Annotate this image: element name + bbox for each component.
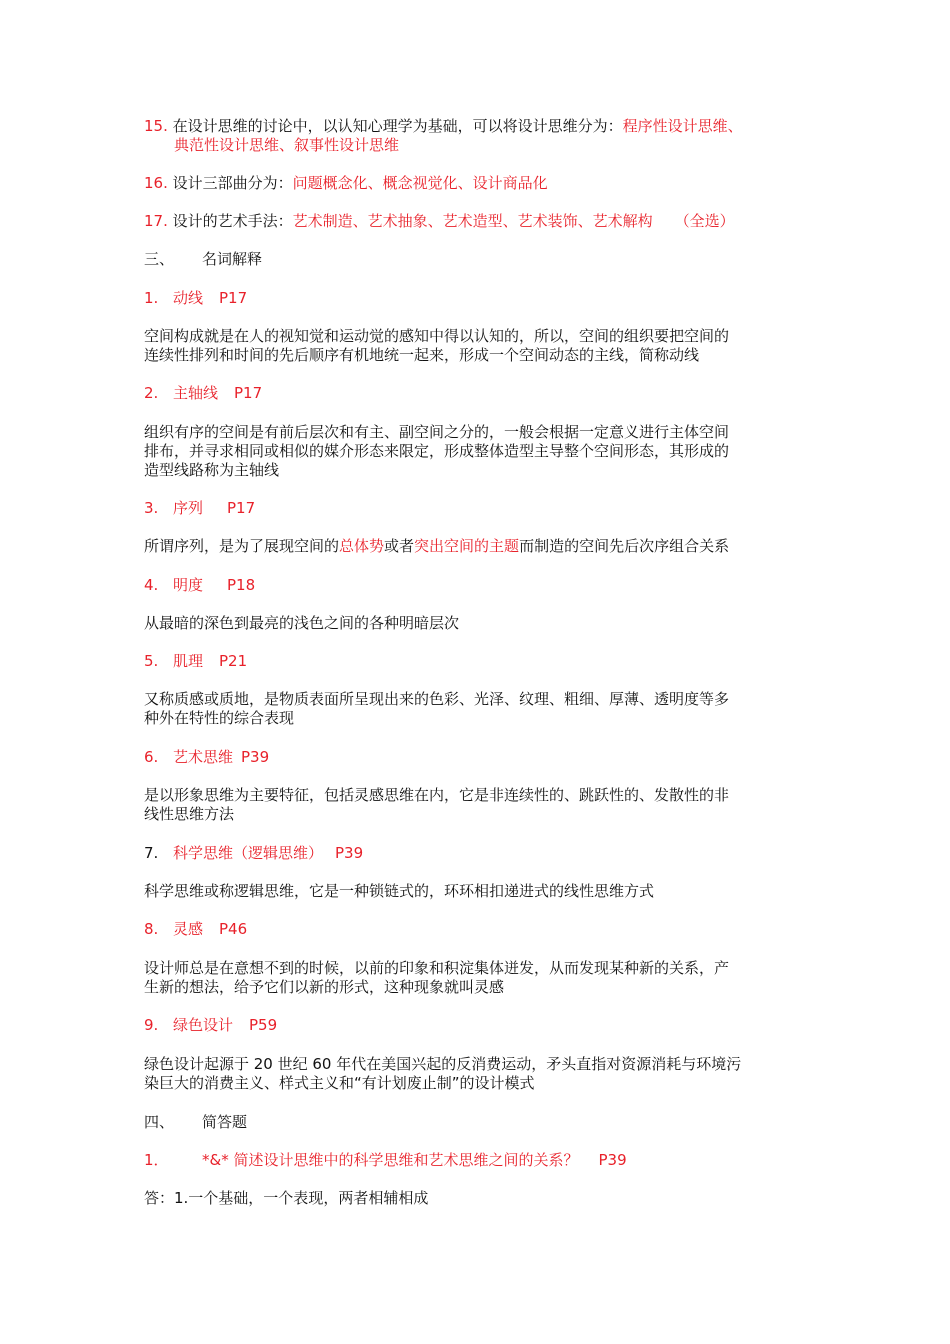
term-page-ref: P18	[227, 576, 256, 594]
section-number: 三、	[144, 250, 175, 268]
term-number: 3.	[144, 499, 159, 517]
term-definition-line: 组织有序的空间是有前后层次和有主、副空间之分的，一般会根据一定意义进行主体空间	[144, 423, 730, 441]
term-definition-line: 设计师总是在意想不到的时候，以前的印象和积淀集体迸发，从而发现某种新的关系，产	[144, 959, 730, 977]
term-title: 肌理	[173, 652, 204, 670]
item-text: 设计三部曲分为：	[172, 174, 293, 192]
term-heading-5	[144, 652, 247, 671]
term-definition-line	[144, 537, 729, 556]
term-page-ref: P39	[335, 844, 364, 862]
term-heading-2	[144, 384, 262, 403]
term-definition-line: 连续性排列和时间的先后顺序有机地统一起来，形成一个空间动态的主线，简称动线	[144, 346, 700, 364]
term-definition-line: 线性思维方法	[144, 805, 235, 823]
term-number: 9.	[144, 1016, 159, 1034]
term-definition-line: 是以形象思维为主要特征，包括灵感思维在内，它是非连续性的、跳跃性的、发散性的非	[144, 786, 730, 804]
term-page-ref: P17	[227, 499, 256, 517]
term-page-ref: P39	[241, 748, 270, 766]
term-number: 5.	[144, 652, 159, 670]
item-note: （全选）	[674, 212, 735, 230]
term-title: 绿色设计	[173, 1016, 234, 1034]
term-heading-8	[144, 920, 247, 939]
term-heading-9	[144, 1016, 277, 1035]
term-definition-line: 科学思维或称逻辑思维，它是一种锁链式的，环环相扣递进式的线性思维方式	[144, 882, 655, 900]
term-page-ref: P21	[219, 652, 248, 670]
term-page-ref: P17	[219, 289, 248, 307]
section-heading-3	[144, 250, 262, 269]
section-number: 四、	[144, 1113, 175, 1131]
def-text: 所谓序列，是为了展现空间的	[144, 537, 340, 555]
def-highlight: 突出空间的主题	[414, 537, 520, 555]
term-title: 灵感	[173, 920, 204, 938]
question-page-ref: P39	[598, 1151, 627, 1169]
question-mark: *&*	[202, 1151, 229, 1169]
term-number: 7.	[144, 844, 159, 862]
item-answer: 艺术制造、艺术抽象、艺术造型、艺术装饰、艺术解构	[292, 212, 653, 230]
term-title: 明度	[173, 576, 204, 594]
term-definition-line: 染巨大的消费主义、样式主义和“有计划废止制”的设计模式	[144, 1074, 535, 1092]
term-title: 主轴线	[173, 384, 219, 402]
term-definition-line: 绿色设计起源于 20 世纪 60 年代在美国兴起的反消费运动，矛头直指对资源消耗与环境污	[144, 1055, 742, 1073]
term-definition-line: 排布，并寻求相同或相似的媒介形态来限定，形成整体造型主导整个空间形态，其形成的	[144, 442, 730, 460]
term-definition-line: 种外在特性的综合表现	[144, 709, 295, 727]
answer-line: 答：1.一个基础，一个表现，两者相辅相成	[144, 1189, 429, 1207]
section-title: 名词解释	[202, 250, 263, 268]
term-heading-1	[144, 289, 247, 308]
term-number: 2.	[144, 384, 159, 402]
term-heading-7	[144, 844, 363, 863]
term-heading-6	[144, 748, 269, 767]
item-text: 设计的艺术手法：	[172, 212, 293, 230]
term-definition-line: 空间构成就是在人的视知觉和运动觉的感知中得以认知的，所以，空间的组织要把空间的	[144, 327, 730, 345]
item-answer: 程序性设计思维、	[622, 117, 743, 135]
term-title: 动线	[173, 289, 204, 307]
item-number: 16.	[144, 174, 168, 192]
term-title: 科学思维（逻辑思维）	[173, 844, 324, 862]
item-number: 17.	[144, 212, 168, 230]
fill-item-17	[144, 212, 735, 231]
term-title: 序列	[173, 499, 204, 517]
question-1	[144, 1151, 627, 1170]
def-highlight: 总体势	[339, 537, 385, 555]
section-heading-4	[144, 1113, 247, 1132]
term-number: 6.	[144, 748, 159, 766]
fill-item-16	[144, 174, 548, 193]
item-text: 在设计思维的讨论中，以认知心理学为基础，可以将设计思维分为：	[172, 117, 623, 135]
item-answer-continued: 典范性设计思维、叙事性设计思维	[174, 136, 400, 154]
term-definition-line: 又称质感或质地，是物质表面所呈现出来的色彩、光泽、纹理、粗细、厚薄、透明度等多	[144, 690, 730, 708]
item-number: 15.	[144, 117, 168, 135]
term-number: 8.	[144, 920, 159, 938]
fill-item-15	[144, 117, 743, 136]
term-title: 艺术思维	[173, 748, 234, 766]
def-text: 而制造的空间先后次序组合关系	[519, 537, 730, 555]
term-heading-3	[144, 499, 255, 518]
term-page-ref: P17	[234, 384, 263, 402]
item-answer: 问题概念化、概念视觉化、设计商品化	[292, 174, 548, 192]
question-number: 1．	[144, 1151, 169, 1169]
term-definition-line: 造型线路称为主轴线	[144, 461, 280, 479]
term-number: 1.	[144, 289, 159, 307]
term-page-ref: P59	[249, 1016, 278, 1034]
def-text: 或者	[384, 537, 415, 555]
term-number: 4.	[144, 576, 159, 594]
term-definition-line: 从最暗的深色到最亮的浅色之间的各种明暗层次	[144, 614, 460, 632]
section-title: 简答题	[202, 1113, 248, 1131]
question-text: 简述设计思维中的科学思维和艺术思维之间的关系？	[233, 1151, 579, 1169]
term-heading-4	[144, 576, 255, 595]
term-definition-line: 生新的想法，给予它们以新的形式，这种现象就叫灵感	[144, 978, 505, 996]
term-page-ref: P46	[219, 920, 248, 938]
